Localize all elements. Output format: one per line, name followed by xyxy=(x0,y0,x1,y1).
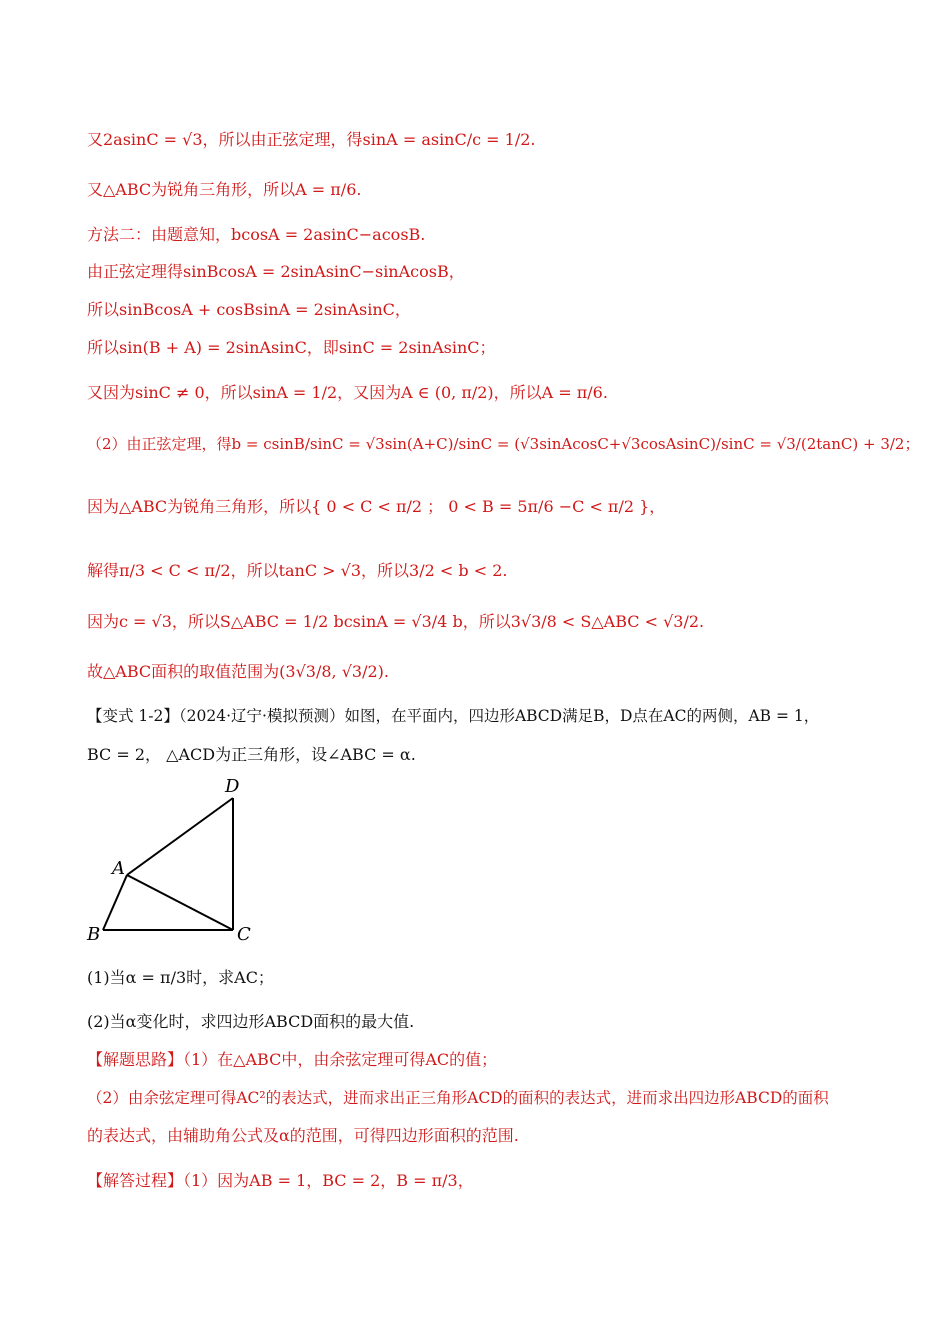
answer-line: 【解答过程】（1）因为AB = 1，BC = 2，B = π/3， xyxy=(87,1171,474,1190)
analysis-line: 【解题思路】（1）在△ABC中，由余弦定理可得AC的值； xyxy=(87,1050,498,1069)
segment-ab xyxy=(103,875,127,930)
segment-ac xyxy=(127,875,233,930)
solution-line: 因为c = √3，所以S△ABC = 1/2 bcsinA = √3/4 b，所以3√3/8 < S△ABC < √3/2. xyxy=(87,612,705,631)
label-c: C xyxy=(237,924,251,945)
quadrilateral-figure xyxy=(80,770,270,945)
solution-line: 方法二：由题意知，bcosA = 2asinC−acosB. xyxy=(87,225,426,244)
solution-line: 所以sinBcosA + cosBsinA = 2sinAsinC， xyxy=(87,300,411,319)
variant-statement-line: 【变式 1-2】（2024·辽宁·模拟预测）如图，在平面内，四边形ABCD满足B，D点在AC的两侧，AB = 1， xyxy=(87,707,820,725)
solution-line: 解得π/3 < C < π/2，所以tanC > √3，所以3/2 < b < 2. xyxy=(87,561,508,580)
solution-line: 故△ABC面积的取值范围为(3√3/8, √3/2). xyxy=(87,662,389,681)
question-2: (2)当α变化时，求四边形ABCD面积的最大值. xyxy=(87,1012,415,1031)
solution-line: 又△ABC为锐角三角形，所以A = π/6. xyxy=(87,180,362,199)
label-b: B xyxy=(87,924,101,945)
variant-statement-line: BC = 2， △ACD为正三角形，设∠ABC = α. xyxy=(87,745,416,764)
solution-line: （2）由正弦定理，得b = csinB/sinC = √3sin(A+C)/sinC = (√3sinAcosC+√3cosAsinC)/sinC = √3/(2tanC) + 3/2； xyxy=(87,435,920,453)
question-1: (1)当α = π/3时，求AC； xyxy=(87,968,274,987)
segment-ad xyxy=(127,798,233,875)
solution-line: 又2asinC = √3，所以由正弦定理，得sinA = asinC/c = 1/2. xyxy=(87,130,536,149)
label-d: D xyxy=(225,776,240,797)
solution-line: 所以sin(B + A) = 2sinAsinC，即sinC = 2sinAsinC； xyxy=(87,338,496,357)
analysis-line: （2）由余弦定理可得AC²的表达式，进而求出正三角形ACD的面积的表达式，进而求出四边形ABCD的面积 xyxy=(87,1089,829,1107)
solution-line: 由正弦定理得sinBcosA = 2sinAsinC−sinAcosB， xyxy=(87,262,465,281)
solution-line: 因为△ABC为锐角三角形，所以{ 0 < C < π/2 ； 0 < B = 5π/6 −C < π/2 }， xyxy=(87,497,666,516)
solution-line: 又因为sinC ≠ 0，所以sinA = 1/2，又因为A ∈ (0, π/2)，所以A = π/6. xyxy=(87,383,608,402)
analysis-line: 的表达式，由辅助角公式及α的范围，可得四边形面积的范围. xyxy=(87,1126,519,1145)
label-a: A xyxy=(112,858,125,879)
